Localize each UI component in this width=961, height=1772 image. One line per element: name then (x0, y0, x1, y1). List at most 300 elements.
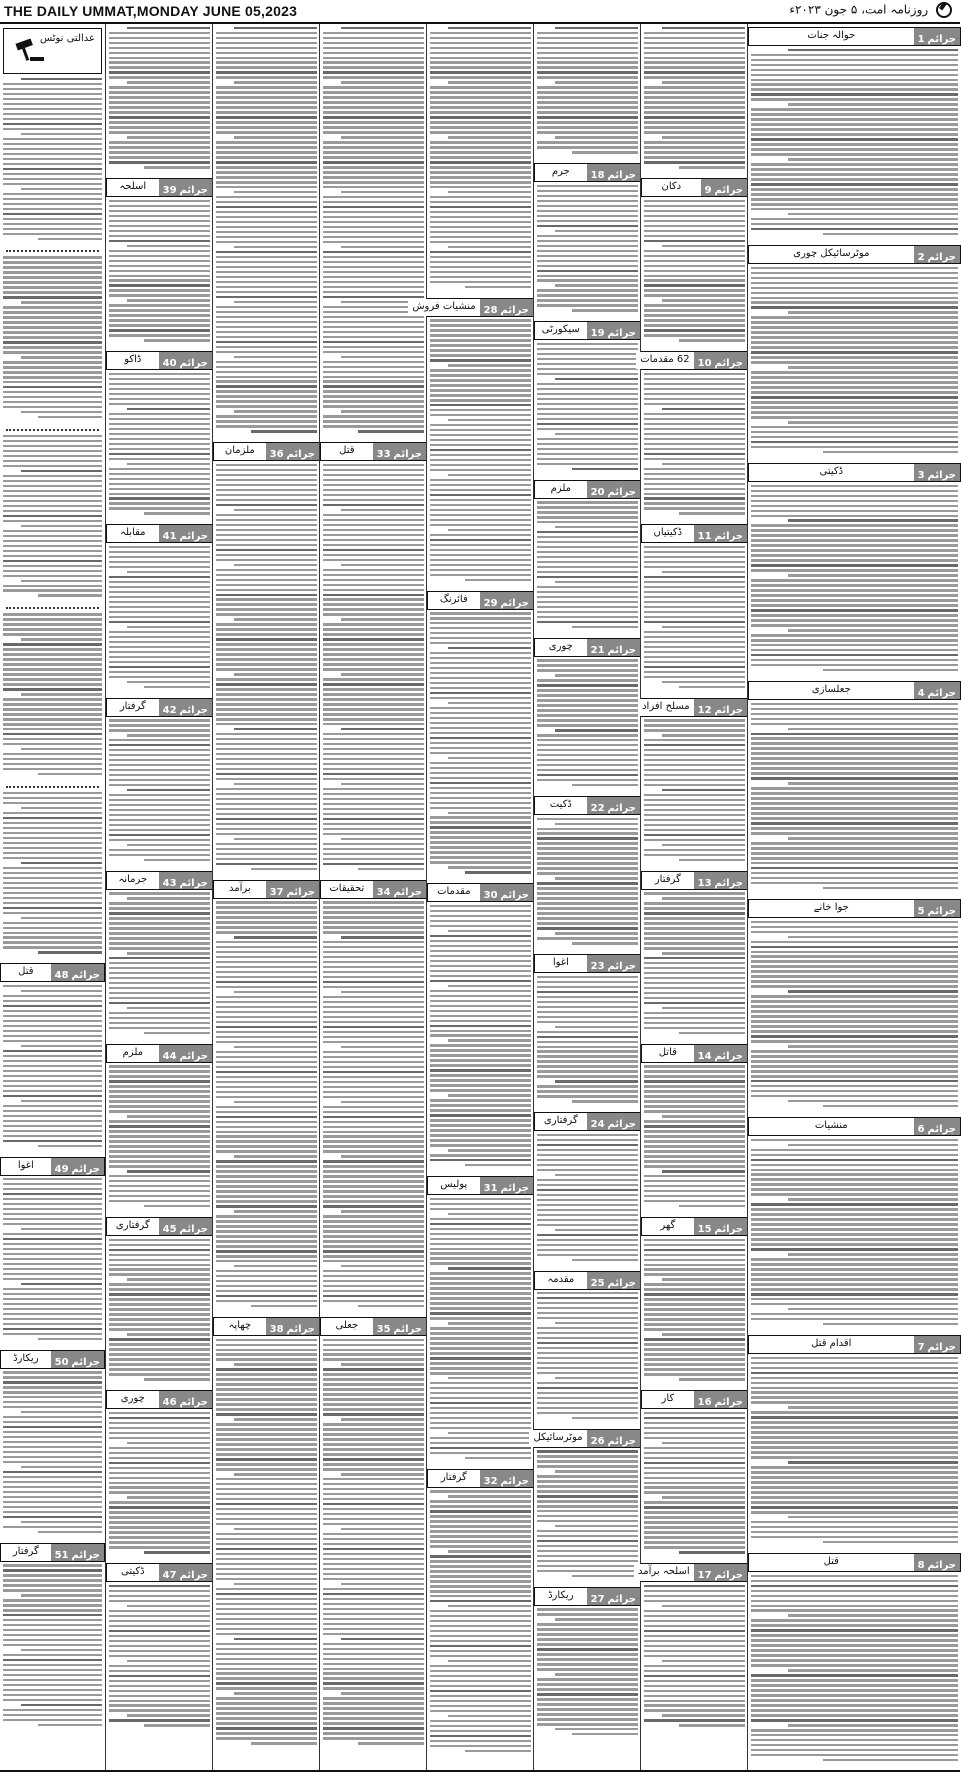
text-line (323, 1091, 424, 1093)
section-title: گھر (642, 1218, 694, 1235)
text-line (144, 1378, 210, 1380)
text-line (3, 326, 102, 328)
text-line (216, 603, 317, 605)
text-line (644, 551, 745, 553)
text-line (823, 1105, 958, 1107)
text-line (323, 1488, 424, 1490)
text-line (216, 336, 317, 338)
text-line (430, 261, 531, 263)
text-line (3, 683, 102, 685)
text-line (323, 1593, 424, 1595)
text-line (644, 319, 745, 321)
text-line (430, 66, 531, 68)
text-line (216, 1270, 317, 1272)
text-line (430, 454, 531, 456)
text-line (3, 1183, 102, 1185)
text-line (537, 66, 638, 68)
text-line (430, 1059, 531, 1061)
text-line (3, 763, 102, 765)
text-line (751, 1639, 958, 1641)
text-line (3, 1238, 102, 1240)
text-line (644, 1482, 745, 1484)
text-line (537, 882, 638, 884)
text-line (323, 529, 424, 531)
text-line (323, 1001, 424, 1003)
text-line (537, 991, 638, 993)
text-line (216, 1717, 317, 1719)
text-line (216, 678, 317, 680)
text-line (430, 836, 531, 838)
section-title: ڈکیت (535, 797, 587, 814)
text-line (109, 1491, 210, 1493)
text-line (644, 1541, 745, 1543)
text-line (3, 1486, 102, 1488)
text-line (430, 1064, 531, 1066)
text-line (109, 329, 210, 331)
text-line (109, 1070, 210, 1072)
text-line (644, 1645, 745, 1647)
text-line (323, 231, 424, 233)
text-line (537, 1021, 638, 1023)
text-line (216, 141, 317, 143)
text-line (537, 1693, 638, 1695)
text-line (216, 1140, 317, 1142)
text-line (430, 334, 531, 336)
text-line (341, 1046, 424, 1048)
text-line (430, 1690, 531, 1692)
text-line (216, 181, 317, 183)
text-line (323, 361, 424, 363)
text-line (323, 1150, 424, 1152)
text-line (109, 982, 210, 984)
text-line (537, 368, 638, 370)
text-line (644, 967, 745, 969)
text-line (430, 935, 531, 937)
section-title: موٹرسائیکل (529, 1430, 586, 1447)
text-line (323, 966, 424, 968)
text-line (216, 1116, 317, 1118)
text-line (430, 792, 531, 794)
text-line (323, 1160, 424, 1162)
text-line (3, 291, 102, 293)
text-line (216, 1131, 317, 1133)
text-line (341, 1528, 424, 1530)
text-line (323, 1658, 424, 1660)
section-title: اغوا (1, 1158, 51, 1175)
text-line (537, 546, 638, 548)
text-line (537, 986, 638, 988)
text-line (216, 1543, 317, 1545)
text-line (644, 106, 745, 108)
text-line (3, 1125, 102, 1127)
text-line (751, 1590, 958, 1592)
text-line (323, 415, 424, 417)
text-line (323, 1533, 424, 1535)
text-line (216, 276, 317, 278)
text-line (323, 1086, 424, 1088)
text-line (109, 210, 210, 212)
text-line (323, 371, 424, 373)
text-line (430, 772, 531, 774)
text-line (109, 992, 210, 994)
column-6-text-top (534, 27, 641, 161)
text-line (323, 828, 424, 830)
text-line (3, 1654, 102, 1656)
text-line (644, 270, 745, 272)
text-line (644, 1675, 745, 1677)
text-line (430, 1238, 531, 1240)
section-header-49: جرائم49 اغوا (0, 1157, 105, 1176)
text-line (216, 311, 317, 313)
text-line (3, 535, 102, 537)
text-line (751, 1684, 958, 1686)
text-line (323, 1061, 424, 1063)
text-line (751, 1203, 958, 1205)
text-line (216, 723, 317, 725)
text-line (216, 524, 317, 526)
text-line (323, 723, 424, 725)
text-line (537, 1460, 638, 1462)
text-line (3, 361, 102, 363)
text-line (323, 1300, 424, 1302)
text-line (644, 1085, 745, 1087)
text-line (788, 990, 958, 992)
text-line (216, 628, 317, 630)
text-line (537, 832, 638, 834)
text-line (216, 1016, 317, 1018)
text-line (3, 946, 102, 948)
text-line (216, 156, 317, 158)
text-line (109, 799, 210, 801)
text-line (323, 1663, 424, 1665)
text-line (109, 488, 210, 490)
text-line (216, 703, 317, 705)
text-line (234, 81, 317, 83)
section-header-5: جرائم5 جوا خانے (748, 899, 961, 918)
text-line (216, 331, 317, 333)
text-line (644, 91, 745, 93)
text-line (109, 319, 210, 321)
text-line (662, 571, 745, 573)
text-line (430, 1610, 531, 1612)
text-line (341, 1210, 424, 1212)
text-line (751, 361, 958, 363)
text-line (21, 133, 102, 135)
text-line (430, 1625, 531, 1627)
text-line (109, 71, 210, 73)
text-line (751, 381, 958, 383)
text-line (430, 1297, 531, 1299)
text-line (644, 1249, 745, 1251)
text-line (537, 566, 638, 568)
text-line (751, 1208, 958, 1210)
text-line (644, 1585, 745, 1587)
text-line (430, 787, 531, 789)
text-line (216, 1180, 317, 1182)
text-line (216, 981, 317, 983)
text-line (662, 1442, 745, 1444)
text-line (555, 823, 638, 825)
text-line (448, 1213, 531, 1215)
text-line (109, 1002, 210, 1004)
text-line (537, 1555, 638, 1557)
section-header-3: جرائم3 ڈکیتی (748, 463, 961, 482)
section-body-38 (213, 1339, 320, 1752)
text-line (216, 504, 317, 506)
text-line (127, 1660, 210, 1662)
text-line (679, 859, 745, 861)
text-line (3, 331, 102, 333)
text-line (3, 366, 102, 368)
text-line (430, 950, 531, 952)
text-line (430, 32, 531, 34)
text-line (3, 143, 102, 145)
text-line (216, 1653, 317, 1655)
text-line (572, 942, 638, 944)
text-line (109, 66, 210, 68)
text-line (430, 627, 531, 629)
text-line (662, 681, 745, 683)
text-line (3, 103, 102, 105)
text-line (323, 291, 424, 293)
text-line (127, 1333, 210, 1335)
text-line (537, 453, 638, 455)
text-line (644, 279, 745, 281)
text-line (537, 1134, 638, 1136)
text-line (537, 1209, 638, 1211)
text-line (109, 1452, 210, 1454)
section-title: گرفتاری (535, 1113, 587, 1130)
text-line (823, 451, 958, 453)
text-line (751, 654, 958, 656)
text-line (216, 1707, 317, 1709)
text-line (216, 613, 317, 615)
text-line (430, 126, 531, 128)
text-line (109, 146, 210, 148)
text-line (751, 713, 958, 715)
text-line (644, 423, 745, 425)
text-line (751, 1619, 958, 1621)
text-line (751, 416, 958, 418)
section-title: برآمد (214, 881, 266, 898)
text-line (109, 962, 210, 964)
text-line (537, 1055, 638, 1057)
text-line (644, 1130, 745, 1132)
text-line (216, 1613, 317, 1615)
text-line (109, 1338, 210, 1340)
text-line (216, 42, 317, 44)
text-line (537, 260, 638, 262)
text-line (430, 384, 531, 386)
text-line (537, 1515, 638, 1517)
text-line (216, 1443, 317, 1445)
text-line (323, 678, 424, 680)
text-line (751, 306, 958, 308)
text-line (216, 569, 317, 571)
text-line (3, 83, 102, 85)
text-line (216, 226, 317, 228)
text-line (323, 956, 424, 958)
text-line (3, 1391, 102, 1393)
text-line (430, 1620, 531, 1622)
text-line (3, 213, 102, 215)
text-line (323, 976, 424, 978)
column-5-text-top (427, 27, 534, 295)
text-line (3, 391, 102, 393)
text-line (751, 1050, 958, 1052)
text-line (234, 673, 317, 675)
text-line (109, 834, 210, 836)
text-line (3, 266, 102, 268)
text-line (3, 376, 102, 378)
text-line (751, 827, 958, 829)
text-line (537, 769, 638, 771)
text-line (644, 398, 745, 400)
text-line (323, 211, 424, 213)
text-line (751, 346, 958, 348)
text-line (234, 509, 317, 511)
text-line (537, 897, 638, 899)
text-line (109, 987, 210, 989)
text-line (751, 584, 958, 586)
text-line (144, 1032, 210, 1034)
text-line (323, 1140, 424, 1142)
text-line (751, 1263, 958, 1265)
text-line (3, 1253, 102, 1255)
text-line (216, 1378, 317, 1380)
text-line (341, 1418, 424, 1420)
text-line (109, 1303, 210, 1305)
text-line (430, 1665, 531, 1667)
text-line (751, 569, 958, 571)
text-line (644, 819, 745, 821)
text-line (537, 749, 638, 751)
text-line (3, 907, 102, 909)
text-line (430, 549, 531, 551)
text-line (127, 681, 210, 683)
text-line (323, 1588, 424, 1590)
text-line (430, 414, 531, 416)
text-line (662, 1496, 745, 1498)
text-line (3, 847, 102, 849)
text-line (323, 1373, 424, 1375)
text-line (644, 927, 745, 929)
text-line (751, 376, 958, 378)
text-line (430, 657, 531, 659)
text-line (323, 848, 424, 850)
text-line (109, 769, 210, 771)
text-line (751, 1213, 958, 1215)
text-line (537, 937, 638, 939)
text-line (448, 930, 531, 932)
text-line (109, 443, 210, 445)
text-line (3, 1401, 102, 1403)
text-line (216, 853, 317, 855)
text-line (323, 116, 424, 118)
text-line (216, 206, 317, 208)
text-line (430, 727, 531, 729)
text-line (430, 851, 531, 853)
text-line (430, 1114, 531, 1116)
section-header-1: جرائم1 حوالہ جنات (748, 27, 961, 46)
text-line (216, 773, 317, 775)
text-line (21, 748, 102, 750)
text-line (555, 1174, 638, 1176)
text-line (448, 1605, 531, 1607)
text-line (751, 624, 958, 626)
text-line (3, 1659, 102, 1661)
text-line (323, 1111, 424, 1113)
text-line (3, 163, 102, 165)
text-line (323, 1051, 424, 1053)
text-line (537, 116, 638, 118)
text-line (216, 425, 317, 427)
text-line (537, 1085, 638, 1087)
text-line (644, 96, 745, 98)
text-line (537, 270, 638, 272)
text-line (3, 1323, 102, 1325)
text-line (3, 158, 102, 160)
section-header-43: جرائم43 جرمانہ (106, 871, 213, 890)
text-line (127, 789, 210, 791)
text-line (430, 281, 531, 283)
text-line (109, 1027, 210, 1029)
text-line (644, 1017, 745, 1019)
text-line (109, 200, 210, 202)
text-line (323, 663, 424, 665)
text-line (644, 997, 745, 999)
text-line (109, 1704, 210, 1706)
text-line (216, 1056, 317, 1058)
text-line (430, 642, 531, 644)
text-line (537, 1455, 638, 1457)
text-line (216, 1255, 317, 1257)
text-line (644, 651, 745, 653)
text-line (3, 1218, 102, 1220)
section-body-28 (427, 319, 534, 587)
text-line (323, 1538, 424, 1540)
text-line (788, 1614, 958, 1616)
text-line (109, 1457, 210, 1459)
text-line (216, 1150, 317, 1152)
text-line (216, 986, 317, 988)
text-line (216, 803, 317, 805)
text-line (234, 1583, 317, 1585)
text-line (21, 1228, 102, 1230)
text-line (537, 887, 638, 889)
text-line (751, 326, 958, 328)
text-line (430, 1540, 531, 1542)
text-line (323, 504, 424, 506)
text-line (3, 902, 102, 904)
text-line (430, 1089, 531, 1091)
text-line (751, 1491, 958, 1493)
text-line (109, 651, 210, 653)
text-line (751, 431, 958, 433)
text-line (323, 569, 424, 571)
text-line (644, 719, 745, 721)
text-line (430, 251, 531, 253)
text-line (751, 1466, 958, 1468)
text-line (127, 408, 210, 410)
text-line (109, 96, 210, 98)
text-line (644, 566, 745, 568)
text-line (644, 393, 745, 395)
text-line (751, 1391, 958, 1393)
text-line (216, 961, 317, 963)
text-line (751, 93, 958, 95)
text-line (644, 556, 745, 558)
